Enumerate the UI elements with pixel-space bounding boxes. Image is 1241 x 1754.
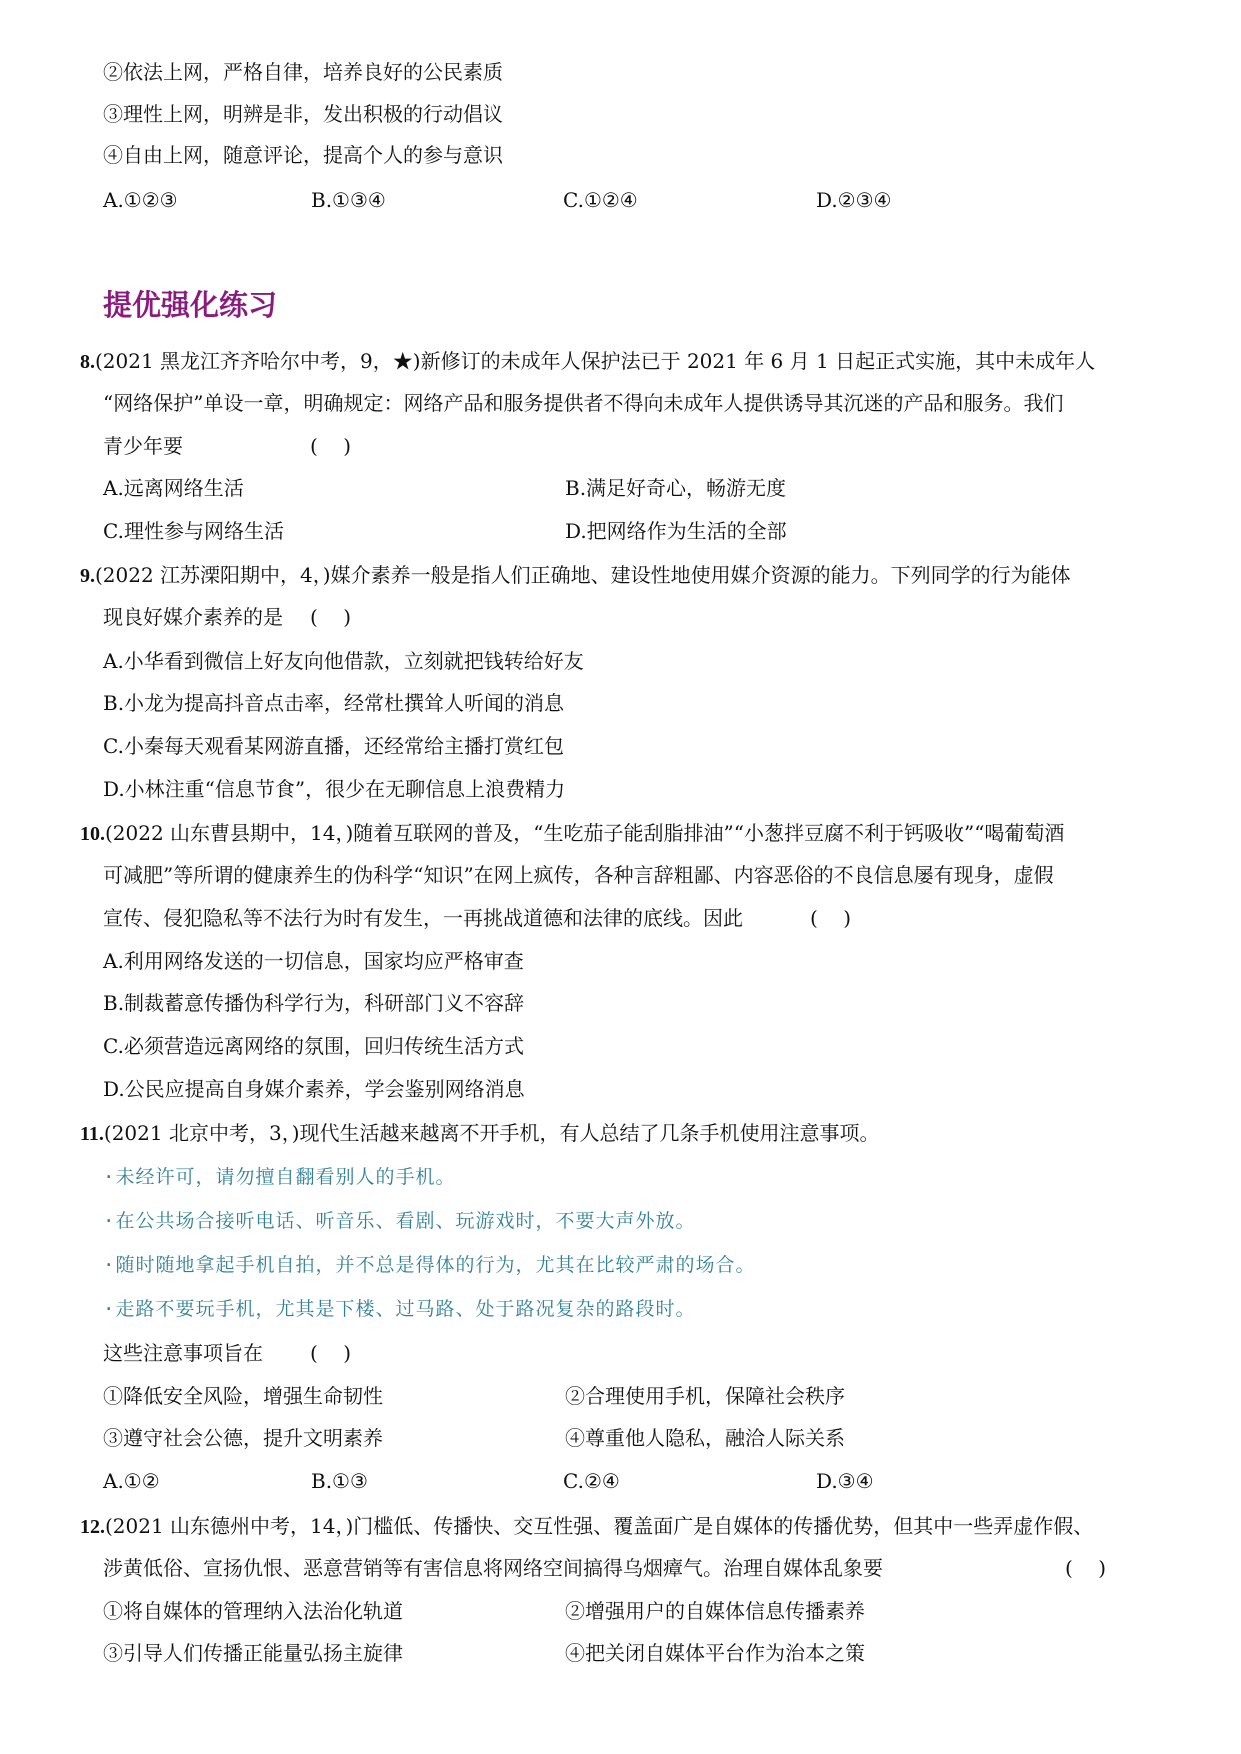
statement-2: ②依法上网，严格自律，培养良好的公民素质 <box>103 60 503 84</box>
question-12-line-2: 涉黄低俗、宣扬仇恨、恶意营销等有害信息将网络空间搞得乌烟瘴气。治理自媒体乱象要 <box>103 1556 883 1580</box>
statement-4: ④尊重他人隐私，融洽人际关系 <box>565 1426 845 1450</box>
question-10-line-1 <box>80 820 1064 846</box>
question-9-line-2: 现良好媒介素养的是 <box>103 605 283 629</box>
option-a: A.利用网络发送的一切信息，国家均应严格审查 <box>103 949 524 973</box>
question-9-line-1 <box>80 562 1071 588</box>
option-a: A.小华看到微信上好友向他借款，立刻就把钱转给好友 <box>103 649 584 673</box>
option-d: D.③④ <box>816 1469 874 1493</box>
statement-4: ④把关闭自媒体平台作为治本之策 <box>565 1641 865 1665</box>
statement-2: ②增强用户的自媒体信息传播素养 <box>565 1599 865 1623</box>
question-number: 11. <box>80 1123 104 1145</box>
question-10-line-3: 宣传、侵犯隐私等不法行为时有发生，一再挑战道德和法律的底线。因此 <box>103 906 743 930</box>
answer-blank[interactable]: ( ) <box>310 605 352 629</box>
option-d: D.小林注重“信息节食”，很少在无聊信息上浪费精力 <box>103 777 566 801</box>
question-number: 8. <box>80 351 95 373</box>
statement-3: ③引导人们传播正能量弘扬主旋律 <box>103 1641 403 1665</box>
option-c: C.小秦每天观看某网游直播，还经常给主播打赏红包 <box>103 734 564 758</box>
question-text: (2021 北京中考，3，)现代生活越来越离不开手机，有人总结了几条手机使用注意事项。 <box>103 1121 880 1145</box>
note-item: ·随时随地拿起手机自拍，并不总是得体的行为，尤其在比较严肃的场合。 <box>103 1254 756 1276</box>
option-d: D.公民应提高自身媒介素养，学会鉴别网络消息 <box>103 1077 525 1101</box>
answer-blank[interactable]: ( ) <box>310 434 352 458</box>
note-item: ·在公共场合接听电话、听音乐、看剧、玩游戏时，不要大声外放。 <box>103 1210 696 1232</box>
option-b: B.小龙为提高抖音点击率，经常杜撰耸人听闻的消息 <box>103 691 565 715</box>
option-b: B.制裁蓄意传播伪科学行为，科研部门义不容辞 <box>103 991 525 1015</box>
option-c: C.②④ <box>563 1469 620 1493</box>
answer-blank[interactable]: ( ) <box>810 906 852 930</box>
statement-3: ③理性上网，明辨是非，发出积极的行动倡议 <box>103 102 503 126</box>
question-text: (2022 江苏溧阳期中，4，)媒介素养一般是指人们正确地、建设性地使用媒介资源的能力。下列同学的行为能体 <box>95 563 1071 587</box>
option-a: A.远离网络生活 <box>103 476 244 500</box>
question-number: 9. <box>80 565 95 587</box>
statement-2: ②合理使用手机，保障社会秩序 <box>565 1384 845 1408</box>
question-text: (2021 山东德州中考，14，)门槛低、传播快、交互性强、覆盖面广是自媒体的传播优势，但其中一些弄虚作假、 <box>105 1514 1094 1538</box>
statement-4: ④自由上网，随意评论，提高个人的参与意识 <box>103 143 503 167</box>
option-d: D.把网络作为生活的全部 <box>565 519 787 543</box>
answer-blank[interactable]: ( ) <box>310 1341 352 1365</box>
question-8-line-1 <box>80 348 1095 374</box>
question-8-line-3: 青少年要 <box>103 434 183 458</box>
option-d: D.②③④ <box>816 188 892 212</box>
question-text: (2022 山东曹县期中，14，)随着互联网的普及，“生吃茄子能刮脂排油”“小葱拌豆腐不利于钙吸收”“喝葡萄酒 <box>105 821 1065 845</box>
question-11-line-1 <box>80 1120 880 1146</box>
question-8-line-2: “网络保护”单设一章，明确规定：网络产品和服务提供者不得向未成年人提供诱导其沉迷的产品和服务。我们 <box>103 391 1064 415</box>
option-a: A.①②③ <box>103 188 178 212</box>
option-c: C.理性参与网络生活 <box>103 519 284 543</box>
statement-1: ①将自媒体的管理纳入法治化轨道 <box>103 1599 403 1623</box>
option-b: B.①③ <box>311 1469 368 1493</box>
section-title: 提优强化练习 <box>103 288 278 322</box>
option-b: B.满足好奇心，畅游无度 <box>565 476 787 500</box>
statement-3: ③遵守社会公德，提升文明素养 <box>103 1426 383 1450</box>
question-10-line-2: 可减肥”等所谓的健康养生的伪科学“知识”在网上疯传，各种言辞粗鄙、内容恶俗的不良信息屡有现身，虚假 <box>103 863 1054 887</box>
question-12-line-1 <box>80 1513 1093 1539</box>
question-11-stem: 这些注意事项旨在 <box>103 1341 263 1365</box>
option-c: C.①②④ <box>563 188 638 212</box>
note-item: ·走路不要玩手机，尤其是下楼、过马路、处于路况复杂的路段时。 <box>103 1298 696 1320</box>
statement-1: ①降低安全风险，增强生命韧性 <box>103 1384 383 1408</box>
answer-blank[interactable]: ( ) <box>1065 1556 1107 1580</box>
option-c: C.必须营造远离网络的氛围，回归传统生活方式 <box>103 1034 524 1058</box>
option-a: A.①② <box>103 1469 160 1493</box>
note-item: ·未经许可，请勿擅自翻看别人的手机。 <box>103 1166 456 1188</box>
question-text: (2021 黑龙江齐齐哈尔中考，9，★)新修订的未成年人保护法已于 2021 年 6 月 1 日起正式实施，其中未成年人 <box>95 349 1096 373</box>
question-number: 12. <box>80 1516 105 1538</box>
option-b: B.①③④ <box>311 188 386 212</box>
question-number: 10. <box>80 823 105 845</box>
